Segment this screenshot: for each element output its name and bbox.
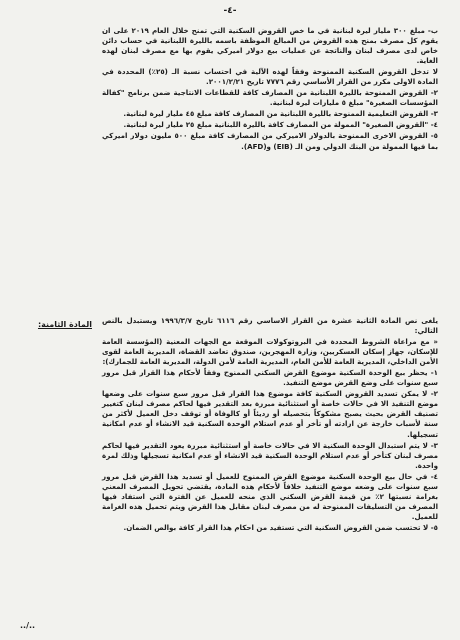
article-clause-4: ٤- في حال بيع الوحدة السكنية موضوع القرض الممنوح للعميل أو تسديد هذا القرض قبل مرور سبع سنوات على وضعه موضع التنفيذ خلافاً لأحكام هذه المادة، يقتضي تحويل المصرف المعني بغرامة نسبتها ٢٪ من قيمة القرض السكني الذي منحه للعميل عن الفترة التي استفاد فيها المصرف من التسليفات الممنوحة له من مصرف لبنان مقابل هذا القرض ويتم تحميل هذه الغرامة للعميل.: [102, 471, 438, 521]
article-clause-5: ٥- لا تحتسب ضمن القروض السكنية التي تستفيد من احكام هذا القرار كافة بوالص الضمان.: [123, 522, 438, 532]
paragraph-note: لا تدخل القروض السكنية الممنوحة وفقاً لهذه الآلية في احتساب نسبة الـ (٢٥٪) المحددة في المادة الاولى مكرر من القرار الأساسي رقم ٧٧٧٦ تاريخ ٢٠٠١/٢/٢١.: [102, 67, 438, 87]
list-item-2: ٢- القروض الممنوحة بالليرة اللبنانية من المصارف كافة للقطاعات الانتاجية ضمن برنامج "كفالة المؤسسات الصغيرة" مبلغ ٥ مليارات ليرة لبنانية.: [102, 88, 438, 108]
article-quote: « مع مراعاة الشروط المحددة في البروتوكولات الموقعة مع الجهات المعنية (المؤسسة العامة للإسكان، جهاز إسكان العسكريين، وزارة المهجرين، صندوق تعاضد القضاة، المديرية العامة لقوى الأمن الداخلي، المديرية العامة للأمن العام، المديرية العامة لأمن الدولة، المديرية العامة للجمارك):: [102, 337, 438, 367]
article-intro: يلغى نص المادة الثانية عشرة من القرار الاساسي رقم ٦١١٦ تاريخ ١٩٩٦/٣/٧ ويستبدل بالنص التالي:: [102, 316, 438, 336]
article-eight-body: [102, 316, 438, 534]
article-clause-2: ٢- لا يمكن تسديد القروض السكنية كافة موضوع هذا القرار قبل مرور سبع سنوات على وضعها موضع التنفيذ الا في حالات خاصة أو استثنائية مبررة بعد التقدير فيها لحاكم مصرف لبنان كتغيير تصنيف القرض بحيث يصبح مشكوكاً بتحصيله أو رديئاً أو كالوفاة أو توقف دخل العميل لأكثر من سنة لأسباب خارجة عن ارادته أو تأخر أو عدم استلام الوحدة السكنية قيد الانشاء أو عدم امكانية تسجيلها.: [102, 389, 438, 439]
article-label: المادة الثامنة:: [37, 320, 92, 329]
paragraph-b: ب- مبلغ ٣٠٠ مليار ليرة لبنانية في ما خص القروض السكنية التي تمنح خلال العام ٢٠١٩ على ان يقوم كل مصرف بمنح هذه القروض من المبالغ الموظفة باسمه بالليرة اللبنانية في حساب دائن خاص لدى مصرف لبنان والناتجة عن عمليات بيع دولار اميركي يقوم بها مع مصرف لبنان لهذه الغاية.: [102, 26, 438, 66]
list-item-3: ٣- القروض التعليمية الممنوحة بالليرة اللبنانية من المصارف كافة مبلغ ٤٥ مليار ليرة لبنانية.: [123, 109, 438, 119]
page-number: -٤-: [223, 6, 237, 16]
list-item-4: ٤- "القروض الصغيرة" الممولة من المصارف كافة بالليرة اللبنانية مبلغ ٢٥ مليار ليرة لبنانية.: [123, 120, 438, 130]
list-item-5: ٥- القروض الاخرى الممنوحة بالدولار الاميركي من المصارف كافة مبلغ ٥٠٠ مليون دولار اميركي بما فيها الممولة من البنك الدولي ومن الـ (EIB) و(AFD).: [102, 131, 438, 151]
section-continued-list: [102, 26, 438, 153]
article-heading: [8, 320, 92, 329]
article-clause-1: ١- يحظر بيع الوحدة السكنية موضوع القرض السكني الممنوح وفقاً لأحكام هذا القرار قبل مرور سبع سنوات على وضع القرض موضع التنفيذ.: [102, 368, 438, 388]
continuation-mark: ../..: [20, 621, 36, 630]
article-clause-3: ٣- لا يتم استبدال الوحدة السكنية الا في حالات خاصة أو استثنائية مبررة يعود التقدير فيها لحاكم مصرف لبنان كتأخر أو عدم استلام الوحدة السكنية قيد الانشاء أو عدم امكانية تسجيلها وذلك لمرة واحدة.: [102, 440, 438, 470]
